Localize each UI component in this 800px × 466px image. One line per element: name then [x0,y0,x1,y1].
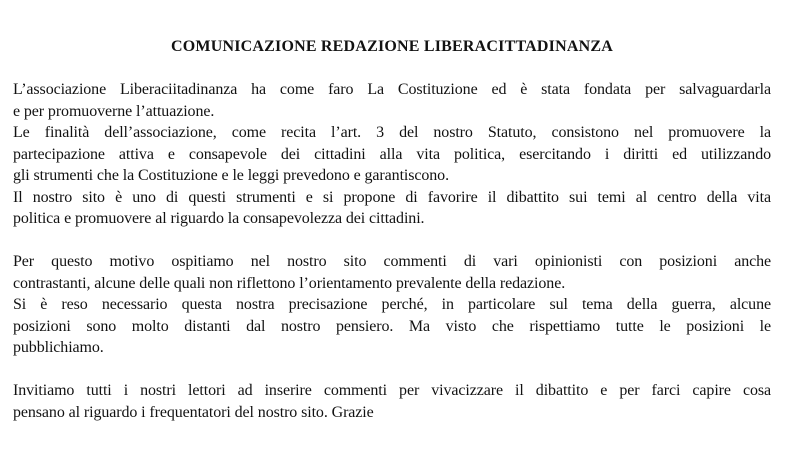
text-line: Per questo motivo ospitiamo nel nostro sito commenti di vari opinionisti con posizioni anche [13,253,771,270]
paragraph-1 [13,79,771,122]
paragraph-group-3 [13,380,771,423]
text-line: politica e promuovere al riguardo la consapevolezza dei cittadini. [13,210,425,227]
text-line: Invitiamo tutti i nostri lettori ad inserire commenti per vivacizzare il dibattito e per farci capire cosa [13,382,771,399]
text-line: Il nostro sito è uno di questi strumenti e si propone di favorire il dibattito sui temi al centro della vita [13,188,771,206]
paragraph-4 [13,251,771,294]
text-line: e per promuoverne l’attuazione. [13,102,215,120]
text-line: Si è reso necessario questa nostra precisazione perché, in particolare sul tema della guerra, alcune [13,296,771,313]
paragraph-3 [13,187,771,230]
text-line: Le finalità dell’associazione, come recita l’art. 3 del nostro Statuto, consistono nel promuovere la [13,124,771,141]
text-line: pensano al riguardo i frequentatori del nostro sito. Grazie [13,403,374,421]
paragraph-6 [13,380,771,423]
text-line: contrastanti, alcune delle quali non riflettono l’orientamento prevalente della redazione. [13,274,566,292]
paragraph-2 [13,122,771,187]
paragraph-5 [13,294,771,359]
document-title: COMUNICAZIONE REDAZIONE LIBERACITTADINANZA [171,38,613,55]
paragraph-group-1 [13,79,771,230]
text-line: pubblichiamo. [13,339,104,356]
text-line: posizioni sono molto distanti dal nostro pensiero. Ma visto che rispettiamo tutte le posizioni le [13,317,771,335]
paragraph-group-2 [13,251,771,359]
text-line: L’associazione Liberaciitadinanza ha come faro La Costituzione ed è stata fondata per salvaguardarla [13,81,771,98]
text-line: gli strumenti che la Costituzione e le leggi prevedono e garantiscono. [13,167,449,184]
text-line: partecipazione attiva e consapevole dei cittadini alla vita politica, esercitando i diritti ed utilizzando [13,145,771,163]
